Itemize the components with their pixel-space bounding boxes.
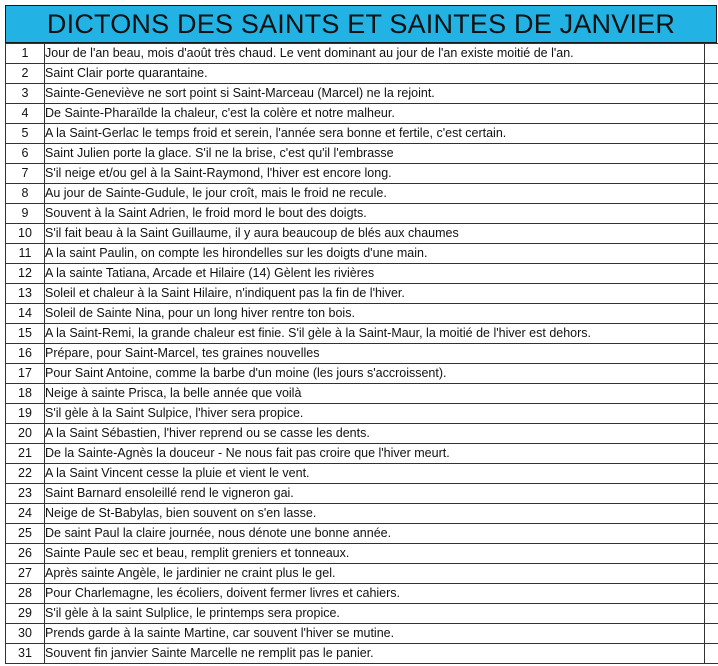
proverb-cell[interactable]: A la Saint Vincent cesse la pluie et vient le vent. bbox=[45, 464, 705, 484]
proverbs-table bbox=[5, 43, 718, 664]
table-row bbox=[6, 164, 718, 184]
row-number-cell[interactable]: 4 bbox=[6, 104, 45, 124]
empty-cell[interactable] bbox=[705, 364, 718, 384]
row-number-cell[interactable]: 24 bbox=[6, 504, 45, 524]
page-title: DICTONS DES SAINTS ET SAINTES DE JANVIER bbox=[46, 8, 676, 39]
row-number-cell[interactable]: 2 bbox=[6, 64, 45, 84]
row-number-cell[interactable]: 6 bbox=[6, 144, 45, 164]
row-number-cell[interactable]: 16 bbox=[6, 344, 45, 364]
table-row bbox=[6, 104, 718, 124]
empty-cell[interactable] bbox=[705, 164, 718, 184]
table-row bbox=[6, 384, 718, 404]
proverb-cell[interactable]: Au jour de Sainte-Gudule, le jour croît, mais le froid ne recule. bbox=[45, 184, 705, 204]
table-row bbox=[6, 64, 718, 84]
table-row bbox=[6, 304, 718, 324]
proverb-cell[interactable]: Saint Barnard ensoleillé rend le vigneron gai. bbox=[45, 484, 705, 504]
empty-cell[interactable] bbox=[705, 284, 718, 304]
row-number-cell[interactable]: 9 bbox=[6, 204, 45, 224]
table-row bbox=[6, 464, 718, 484]
table-row bbox=[6, 564, 718, 584]
empty-cell[interactable] bbox=[705, 444, 718, 464]
row-number-cell[interactable]: 10 bbox=[6, 224, 45, 244]
proverb-cell[interactable]: S'il gèle à la Saint Sulpice, l'hiver sera propice. bbox=[45, 404, 705, 424]
table-row bbox=[6, 344, 718, 364]
row-number-cell[interactable]: 21 bbox=[6, 444, 45, 464]
table-row bbox=[6, 184, 718, 204]
row-number-cell[interactable]: 29 bbox=[6, 604, 45, 624]
proverb-cell[interactable]: Jour de l'an beau, mois d'août très chaud. Le vent dominant au jour de l'an existe moitié de l'an. bbox=[45, 44, 705, 64]
empty-cell[interactable] bbox=[705, 604, 718, 624]
empty-cell[interactable] bbox=[705, 104, 718, 124]
row-number-cell[interactable]: 30 bbox=[6, 624, 45, 644]
empty-cell[interactable] bbox=[705, 324, 718, 344]
table-row bbox=[6, 224, 718, 244]
proverb-cell[interactable]: Prépare, pour Saint-Marcel, tes graines nouvelles bbox=[45, 344, 705, 364]
table-row bbox=[6, 604, 718, 624]
table-row bbox=[6, 84, 718, 104]
proverb-cell[interactable]: De la Sainte-Agnès la douceur - Ne nous fait pas croire que l'hiver meurt. bbox=[45, 444, 705, 464]
empty-cell[interactable] bbox=[705, 144, 718, 164]
empty-cell[interactable] bbox=[705, 344, 718, 364]
empty-cell[interactable] bbox=[705, 384, 718, 404]
empty-cell[interactable] bbox=[705, 644, 718, 664]
proverb-cell[interactable]: Neige de St-Babylas, bien souvent on s'en lasse. bbox=[45, 504, 705, 524]
row-number-cell[interactable]: 28 bbox=[6, 584, 45, 604]
proverb-cell[interactable]: Prends garde à la sainte Martine, car souvent l'hiver se mutine. bbox=[45, 624, 705, 644]
table-row bbox=[6, 324, 718, 344]
row-number-cell[interactable]: 3 bbox=[6, 84, 45, 104]
proverb-cell[interactable]: A la saint Paulin, on compte les hirondelles sur les doigts d'une main. bbox=[45, 244, 705, 264]
empty-cell[interactable] bbox=[705, 64, 718, 84]
empty-cell[interactable] bbox=[705, 464, 718, 484]
row-number-cell[interactable]: 25 bbox=[6, 524, 45, 544]
table-row bbox=[6, 504, 718, 524]
spreadsheet bbox=[5, 5, 717, 664]
table-row bbox=[6, 424, 718, 444]
proverb-cell[interactable]: Soleil de Sainte Nina, pour un long hiver rentre ton bois. bbox=[45, 304, 705, 324]
proverb-cell[interactable]: Souvent fin janvier Sainte Marcelle ne remplit pas le panier. bbox=[45, 644, 705, 664]
empty-cell[interactable] bbox=[705, 244, 718, 264]
proverb-cell[interactable]: Soleil et chaleur à la Saint Hilaire, n'indiquent pas la fin de l'hiver. bbox=[45, 284, 705, 304]
empty-cell[interactable] bbox=[705, 564, 718, 584]
empty-cell[interactable] bbox=[705, 84, 718, 104]
proverb-cell[interactable]: A la Saint Sébastien, l'hiver reprend ou se casse les dents. bbox=[45, 424, 705, 444]
proverb-cell[interactable]: Pour Saint Antoine, comme la barbe d'un moine (les jours s'accroissent). bbox=[45, 364, 705, 384]
proverb-cell[interactable]: A la sainte Tatiana, Arcade et Hilaire (14) Gèlent les rivières bbox=[45, 264, 705, 284]
empty-cell[interactable] bbox=[705, 304, 718, 324]
empty-cell[interactable] bbox=[705, 124, 718, 144]
table-row bbox=[6, 524, 718, 544]
table-row bbox=[6, 584, 718, 604]
empty-cell[interactable] bbox=[705, 204, 718, 224]
empty-cell[interactable] bbox=[705, 44, 718, 64]
row-number-cell[interactable]: 23 bbox=[6, 484, 45, 504]
proverb-cell[interactable]: S'il fait beau à la Saint Guillaume, il y aura beaucoup de blés aux chaumes bbox=[45, 224, 705, 244]
row-number-cell[interactable]: 7 bbox=[6, 164, 45, 184]
row-number-cell[interactable]: 18 bbox=[6, 384, 45, 404]
row-number-cell[interactable]: 13 bbox=[6, 284, 45, 304]
empty-cell[interactable] bbox=[705, 184, 718, 204]
proverb-cell[interactable]: Neige à sainte Prisca, la belle année que voilà bbox=[45, 384, 705, 404]
proverb-cell[interactable]: Souvent à la Saint Adrien, le froid mord le bout des doigts. bbox=[45, 204, 705, 224]
row-number-cell[interactable]: 12 bbox=[6, 264, 45, 284]
empty-cell[interactable] bbox=[705, 624, 718, 644]
proverb-cell[interactable]: Sainte Paule sec et beau, remplit greniers et tonneaux. bbox=[45, 544, 705, 564]
empty-cell[interactable] bbox=[705, 224, 718, 244]
row-number-cell[interactable]: 15 bbox=[6, 324, 45, 344]
row-number-cell[interactable]: 11 bbox=[6, 244, 45, 264]
table-row bbox=[6, 44, 718, 64]
empty-cell[interactable] bbox=[705, 484, 718, 504]
proverb-cell[interactable]: S'il neige et/ou gel à la Saint-Raymond, l'hiver est encore long. bbox=[45, 164, 705, 184]
proverb-cell[interactable]: S'il gèle à la saint Sulplice, le printemps sera propice. bbox=[45, 604, 705, 624]
row-number-cell[interactable]: 17 bbox=[6, 364, 45, 384]
table-row bbox=[6, 124, 718, 144]
proverb-cell[interactable]: Après sainte Angèle, le jardinier ne craint plus le gel. bbox=[45, 564, 705, 584]
table-row bbox=[6, 284, 718, 304]
table-row bbox=[6, 644, 718, 664]
proverb-cell[interactable]: De saint Paul la claire journée, nous dénote une bonne année. bbox=[45, 524, 705, 544]
empty-cell[interactable] bbox=[705, 264, 718, 284]
empty-cell[interactable] bbox=[705, 424, 718, 444]
empty-cell[interactable] bbox=[705, 524, 718, 544]
table-row bbox=[6, 404, 718, 424]
proverb-cell[interactable]: A la Saint-Gerlac le temps froid et serein, l'année sera bonne et fertile, c'est certain. bbox=[45, 124, 705, 144]
table-body bbox=[6, 44, 718, 664]
proverb-cell[interactable]: A la Saint-Remi, la grande chaleur est finie. S'il gèle à la Saint-Maur, la moitié de l'hiver est dehors. bbox=[45, 324, 705, 344]
empty-cell[interactable] bbox=[705, 504, 718, 524]
empty-cell[interactable] bbox=[705, 544, 718, 564]
table-row bbox=[6, 244, 718, 264]
empty-cell[interactable] bbox=[705, 584, 718, 604]
table-row bbox=[6, 364, 718, 384]
row-number-cell[interactable]: 22 bbox=[6, 464, 45, 484]
row-number-cell[interactable]: 19 bbox=[6, 404, 45, 424]
table-row bbox=[6, 484, 718, 504]
proverb-cell[interactable]: Saint Clair porte quarantaine. bbox=[45, 64, 705, 84]
title-cell[interactable] bbox=[5, 5, 717, 43]
proverb-cell[interactable]: De Sainte-Pharaïlde la chaleur, c'est la colère et notre malheur. bbox=[45, 104, 705, 124]
proverb-cell[interactable]: Pour Charlemagne, les écoliers, doivent fermer livres et cahiers. bbox=[45, 584, 705, 604]
row-number-cell[interactable]: 26 bbox=[6, 544, 45, 564]
row-number-cell[interactable]: 8 bbox=[6, 184, 45, 204]
table-row bbox=[6, 444, 718, 464]
row-number-cell[interactable]: 31 bbox=[6, 644, 45, 664]
table-row bbox=[6, 144, 718, 164]
table-row bbox=[6, 624, 718, 644]
empty-cell[interactable] bbox=[705, 404, 718, 424]
row-number-cell[interactable]: 20 bbox=[6, 424, 45, 444]
row-number-cell[interactable]: 5 bbox=[6, 124, 45, 144]
row-number-cell[interactable]: 27 bbox=[6, 564, 45, 584]
row-number-cell[interactable]: 1 bbox=[6, 44, 45, 64]
proverb-cell[interactable]: Saint Julien porte la glace. S'il ne la brise, c'est qu'il l'embrasse bbox=[45, 144, 705, 164]
table-row bbox=[6, 544, 718, 564]
proverb-cell[interactable]: Sainte-Geneviève ne sort point si Saint-Marceau (Marcel) ne la rejoint. bbox=[45, 84, 705, 104]
table-row bbox=[6, 264, 718, 284]
row-number-cell[interactable]: 14 bbox=[6, 304, 45, 324]
table-row bbox=[6, 204, 718, 224]
